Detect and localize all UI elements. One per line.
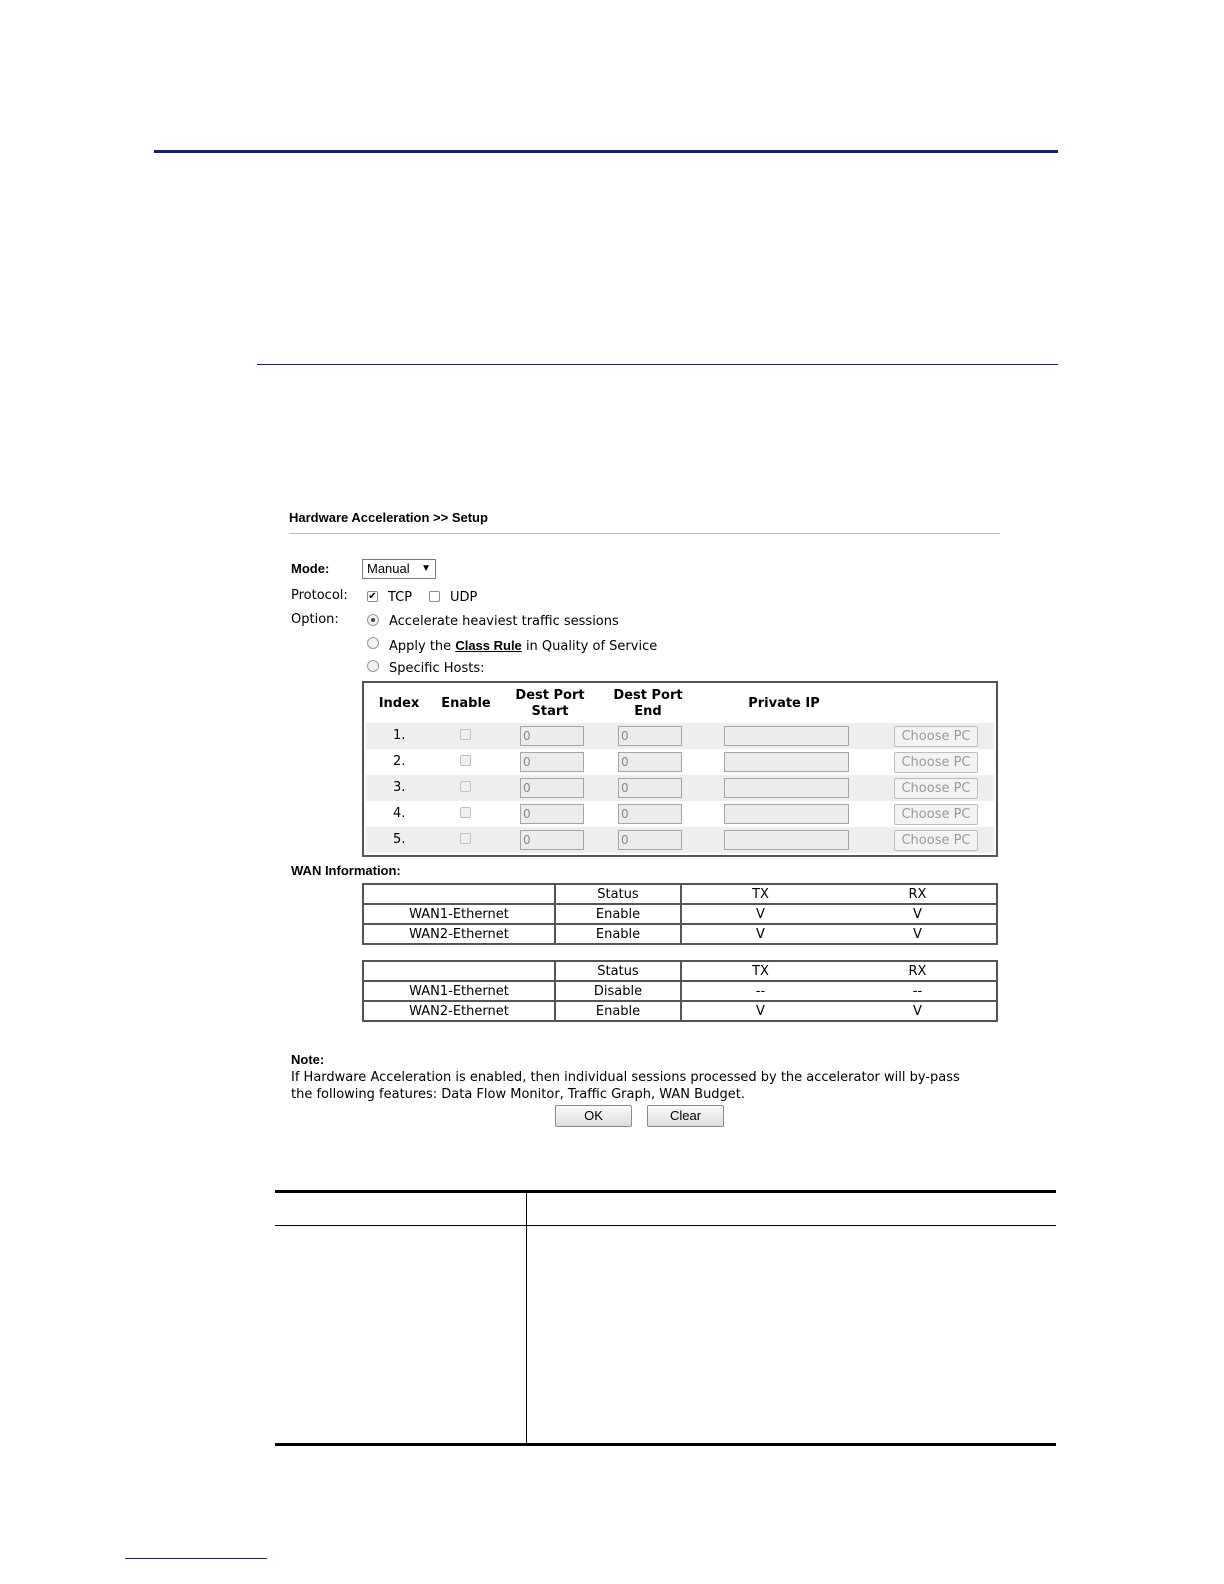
wan-status-table-1: [362, 883, 998, 945]
table-row: [363, 904, 997, 924]
description-table-top-rule: [275, 1190, 1056, 1193]
choose-pc-button[interactable]: Choose PC: [894, 804, 978, 825]
wan-name-header: [363, 884, 555, 904]
specific-hosts-table: [362, 681, 998, 857]
wan-tx: V: [756, 926, 765, 942]
port-start-input[interactable]: 0: [520, 726, 584, 746]
table-row: [363, 924, 997, 944]
wan-rx: --: [912, 983, 923, 999]
option-heaviest-label: Accelerate heaviest traffic sessions: [389, 614, 619, 629]
wan-tx-rx: [681, 981, 997, 1001]
choose-pc-button[interactable]: Choose PC: [894, 830, 978, 851]
wan-name: WAN1-Ethernet: [363, 981, 555, 1001]
table-header-row: [363, 961, 997, 981]
table-row: [366, 775, 994, 801]
port-end-input[interactable]: 0: [618, 830, 682, 850]
col-header-dest-port-start: Dest Port Start: [515, 688, 585, 719]
table-row: [363, 1001, 997, 1021]
page-title: Hardware Acceleration >> Setup: [289, 510, 488, 525]
tcp-checkbox[interactable]: [367, 591, 378, 602]
wan-tx: --: [755, 983, 766, 999]
note-line-1: If Hardware Acceleration is enabled, then individual sessions processed by the accelerator will by-pass: [291, 1070, 960, 1085]
protocol-label: Protocol:: [291, 588, 348, 603]
note-label: Note:: [291, 1052, 325, 1067]
udp-checkbox[interactable]: [429, 591, 440, 602]
wan-rx: V: [913, 926, 922, 942]
row-enable-checkbox[interactable]: [460, 833, 471, 844]
title-divider: [289, 533, 1000, 534]
row-enable-checkbox[interactable]: [460, 807, 471, 818]
port-end-input[interactable]: 0: [618, 752, 682, 772]
option-specific-hosts-radio[interactable]: [367, 660, 379, 672]
ok-button[interactable]: OK: [555, 1105, 632, 1127]
mode-select[interactable]: [362, 559, 436, 579]
row-index: 4.: [393, 806, 406, 821]
row-index: 5.: [393, 832, 406, 847]
col-header-enable: Enable: [441, 696, 491, 711]
wan-status: Enable: [555, 1001, 681, 1021]
note-block: [291, 1051, 960, 1103]
tx-rx-header: [681, 961, 997, 981]
tx-rx-header: [681, 884, 997, 904]
col-header-index: Index: [378, 696, 420, 711]
wan-status: Enable: [555, 904, 681, 924]
option-class-rule-radio[interactable]: [367, 637, 379, 649]
private-ip-input[interactable]: [724, 726, 849, 746]
table-row: [366, 827, 994, 853]
rx-header: RX: [908, 963, 927, 979]
wan-status-table-2: [362, 960, 998, 1022]
description-table-column-divider: [526, 1193, 527, 1443]
footer-rule: [125, 1558, 267, 1559]
choose-pc-button[interactable]: Choose PC: [894, 752, 978, 773]
mode-label: Mode:: [291, 561, 330, 576]
chevron-down-icon: ▼: [421, 563, 431, 574]
col-header-dest-port-end: Dest Port End: [613, 688, 683, 719]
status-header: Status: [555, 884, 681, 904]
wan-tx: V: [756, 906, 765, 922]
mode-select-value: Manual: [367, 561, 410, 576]
row-enable-checkbox[interactable]: [460, 729, 471, 740]
row-index: 1.: [393, 728, 406, 743]
table-row: [366, 723, 994, 749]
table-header-row: [363, 884, 997, 904]
clear-button[interactable]: Clear: [647, 1105, 724, 1127]
tx-header: TX: [752, 886, 769, 902]
udp-label: UDP: [450, 590, 478, 605]
note-line-2: the following features: Data Flow Monitor, Traffic Graph, WAN Budget.: [291, 1087, 746, 1102]
port-end-input[interactable]: 0: [618, 804, 682, 824]
private-ip-input[interactable]: [724, 752, 849, 772]
wan-information-label: WAN Information:: [291, 863, 401, 878]
rx-header: RX: [908, 886, 927, 902]
option-class-rule-suffix: in Quality of Service: [525, 639, 658, 654]
choose-pc-button[interactable]: Choose PC: [894, 778, 978, 799]
port-start-input[interactable]: 0: [520, 752, 584, 772]
port-start-input[interactable]: 0: [520, 778, 584, 798]
wan-tx-rx: [681, 1001, 997, 1021]
wan-status: Disable: [555, 981, 681, 1001]
option-class-rule-text: [389, 638, 657, 654]
wan-tx: V: [756, 1003, 765, 1019]
wan-tx-rx: [681, 904, 997, 924]
option-label: Option:: [291, 612, 339, 627]
table-row: [363, 981, 997, 1001]
table-row: [366, 801, 994, 827]
wan-rx: V: [913, 1003, 922, 1019]
wan-name: WAN2-Ethernet: [363, 924, 555, 944]
header-rule: [154, 150, 1058, 153]
description-table-header-rule: [275, 1225, 1056, 1226]
status-header: Status: [555, 961, 681, 981]
wan-name-header: [363, 961, 555, 981]
wan-tx-rx: [681, 924, 997, 944]
choose-pc-button[interactable]: Choose PC: [894, 726, 978, 747]
section-rule: [257, 364, 1058, 365]
option-class-rule-prefix: Apply the: [389, 639, 452, 654]
wan-name: WAN2-Ethernet: [363, 1001, 555, 1021]
row-enable-checkbox[interactable]: [460, 781, 471, 792]
port-end-input[interactable]: 0: [618, 726, 682, 746]
private-ip-input[interactable]: [724, 804, 849, 824]
hardware-acceleration-panel: [278, 500, 1008, 1140]
description-table-bottom-rule: [275, 1443, 1056, 1446]
col-header-private-ip: Private IP: [748, 696, 820, 711]
wan-rx: V: [913, 906, 922, 922]
class-rule-link[interactable]: Class Rule: [455, 638, 522, 653]
private-ip-input[interactable]: [724, 830, 849, 850]
tx-header: TX: [752, 963, 769, 979]
port-start-input[interactable]: 0: [520, 830, 584, 850]
row-index: 2.: [393, 754, 406, 769]
row-index: 3.: [393, 780, 406, 795]
row-enable-checkbox[interactable]: [460, 755, 471, 766]
wan-name: WAN1-Ethernet: [363, 904, 555, 924]
option-heaviest-radio[interactable]: [367, 614, 379, 626]
port-end-input[interactable]: 0: [618, 778, 682, 798]
option-specific-hosts-label: Specific Hosts:: [389, 661, 485, 676]
wan-status: Enable: [555, 924, 681, 944]
table-row: [366, 749, 994, 775]
tcp-label: TCP: [388, 590, 413, 605]
port-start-input[interactable]: 0: [520, 804, 584, 824]
private-ip-input[interactable]: [724, 778, 849, 798]
checkmark-icon: ✔: [368, 591, 377, 602]
